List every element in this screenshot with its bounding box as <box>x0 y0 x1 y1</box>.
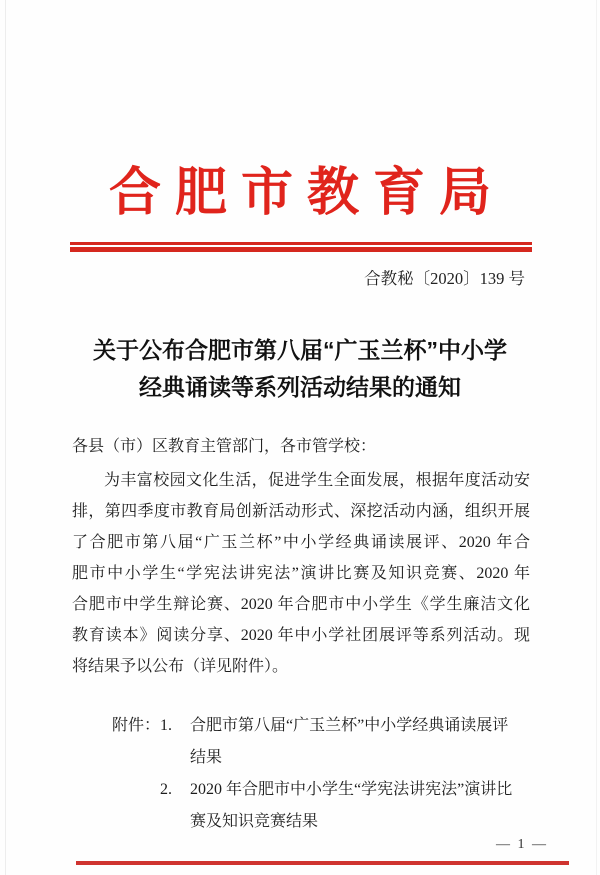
attachment-items <box>160 710 512 838</box>
attachment-item-text <box>190 774 512 838</box>
body-line: 将结果予以公布（详见附件）。 <box>72 658 289 675</box>
attachment-item-number: 2. <box>160 781 173 798</box>
attachment-label: 附件： <box>112 717 161 734</box>
notice-title <box>0 332 600 406</box>
attachment-item <box>160 710 512 774</box>
body-line: 教育读本》阅读分享、2020 年中小学社团展评等系列活动。现 <box>72 627 530 644</box>
page-number: — 1 — <box>496 837 548 852</box>
attachment-item-line: 赛及知识竞赛结果 <box>190 813 319 830</box>
body-line: 排，第四季度市教育局创新活动形式、深挖活动内涵，组织开展 <box>72 503 530 520</box>
footer-rule <box>76 861 569 865</box>
agency-letterhead: 合肥市教育局 <box>108 165 505 222</box>
document-number: 合教秘〔2020〕139 号 <box>364 269 525 288</box>
attachment-item-line: 合肥市第八届“广玉兰杯”中小学经典诵读展评 <box>190 717 509 734</box>
notice-title-line1: 关于公布合肥市第八届“广玉兰杯”中小学 <box>93 337 507 363</box>
body-paragraph <box>72 465 530 682</box>
attachment-item-line: 结果 <box>190 749 223 766</box>
attachment-item <box>160 774 512 838</box>
attachment-list <box>112 710 600 838</box>
body-line: 肥市中小学生“学宪法讲宪法”演讲比赛及知识竞赛、2020 年 <box>72 565 530 582</box>
body-line: 合肥市中学生辩论赛、2020 年合肥市中小学生《学生廉洁文化 <box>72 596 530 613</box>
attachment-item-text <box>190 710 508 774</box>
body-line: 为丰富校园文化生活，促进学生全面发展，根据年度活动安 <box>104 472 530 489</box>
notice-title-line2: 经典诵读等系列活动结果的通知 <box>139 374 461 400</box>
attachment-item-line: 2020 年合肥市中小学生“学宪法讲宪法”演讲比 <box>190 781 513 798</box>
attachment-item-number: 1. <box>160 717 173 734</box>
body-line: 了合肥市第八届“广玉兰杯”中小学经典诵读展评、2020 年合 <box>72 534 530 551</box>
letterhead-divider-rule <box>70 242 532 252</box>
salutation: 各县（市）区教育主管部门，各市管学校： <box>72 438 377 455</box>
